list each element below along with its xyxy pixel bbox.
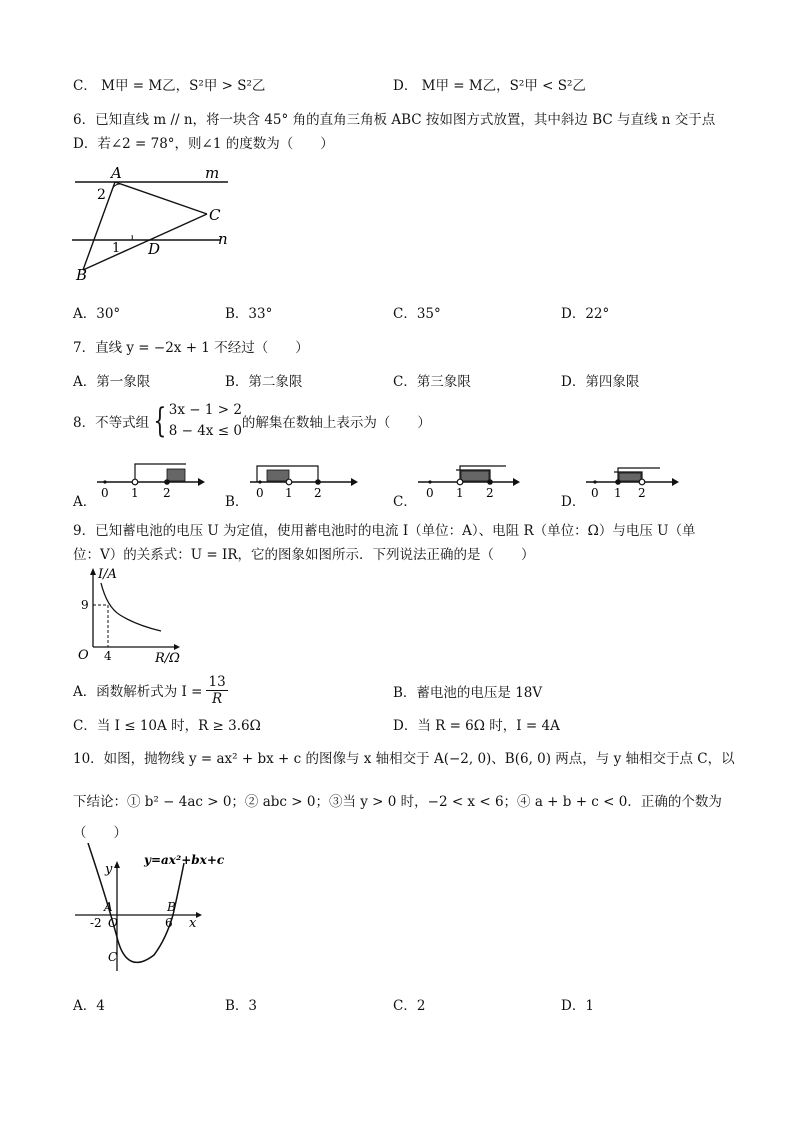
q7-option-c: C．第三象限 xyxy=(393,374,471,390)
q9-option-b: B．蓄电池的电压是 18V xyxy=(393,685,543,701)
point-c-label: C xyxy=(108,950,118,964)
origin-label: O xyxy=(108,916,118,930)
fraction xyxy=(206,674,227,707)
q10-stem-line1: 10．如图，抛物线 y = ax² + bx + c 的图像与 x 轴相交于 A(−2, 0)、B(6, 0) 两点，与 y 轴相交于点 C，以 xyxy=(73,751,735,767)
tick-2: 2 xyxy=(486,486,494,500)
point-b-label: B xyxy=(167,900,176,914)
six-tick-label: 6 xyxy=(165,916,173,930)
y-tick-label: 9 xyxy=(81,598,89,612)
q8-option-a-label: A． xyxy=(73,494,97,510)
point-b-label: B xyxy=(76,266,88,284)
q7-option-a: A．第一象限 xyxy=(73,374,151,390)
brace-symbol: { xyxy=(153,401,167,441)
q9-option-d: D．当 R = 6Ω 时，I = 4A xyxy=(393,718,560,734)
q7-option-d: D．第四象限 xyxy=(561,374,640,390)
inequality-system xyxy=(169,400,242,442)
q6-option-b: B．33° xyxy=(225,306,273,322)
option-label: C． xyxy=(73,78,97,94)
q9-stem-line1: 9．已知蓄电池的电压 U 为定值，使用蓄电池时的电流 I（单位：A）、电阻 R（单位：Ω）与电压 U（单 xyxy=(73,523,696,539)
q6-figure xyxy=(70,160,240,285)
q6-option-a: A．30° xyxy=(73,306,121,322)
q8-option-c-label: C． xyxy=(393,494,417,510)
q6-option-d: D．22° xyxy=(561,306,610,322)
parabola-equation: y=ax²+bx+c xyxy=(144,853,225,867)
tick-0: 0 xyxy=(591,486,599,500)
point-c-label: C xyxy=(209,206,221,224)
q8-number-line-c xyxy=(413,458,528,502)
origin-label: O xyxy=(78,648,89,663)
x-axis-label: R/Ω xyxy=(155,651,180,666)
q10-stem-line3: （ ） xyxy=(73,825,127,841)
q7-stem: 7．直线 y = −2x + 1 不经过（ ） xyxy=(73,340,309,356)
x-axis-label: x xyxy=(189,916,197,931)
tick-2: 2 xyxy=(163,486,171,500)
stem-suffix: 的解集在数轴上表示为（ ） xyxy=(241,415,431,431)
inequality-1: 3x − 1 > 2 xyxy=(168,402,242,418)
q10-option-a: A．4 xyxy=(73,998,105,1014)
q10-option-b: B．3 xyxy=(225,998,258,1014)
q10-option-d: D．1 xyxy=(561,998,594,1014)
q8-option-b-label: B． xyxy=(225,494,249,510)
point-d-label: D xyxy=(148,240,161,258)
tick-1: 1 xyxy=(614,486,622,500)
q8-number-line-a xyxy=(92,458,207,502)
q10-figure xyxy=(70,843,230,978)
tick-2: 2 xyxy=(638,486,646,500)
q6-stem-line2: D．若∠2 = 78°，则∠1 的度数为（ ） xyxy=(73,136,334,152)
tick-0: 0 xyxy=(101,486,109,500)
q8-option-d-label: D． xyxy=(561,494,586,510)
q9-figure xyxy=(74,565,189,667)
q10-stem-line2: 下结论：① b² − 4ac > 0；② abc > 0；③当 y > 0 时，−2 < x < 6；④ a + b + c < 0．正确的个数为 xyxy=(73,794,722,810)
q8-stem xyxy=(73,398,431,444)
point-a-label: A xyxy=(104,900,113,914)
tick-1: 1 xyxy=(456,486,464,500)
q8-number-line-d xyxy=(582,458,687,502)
fraction-numerator: 13 xyxy=(208,673,226,690)
tick-0: 0 xyxy=(426,486,434,500)
q5-option-c xyxy=(73,74,265,94)
option-text: A．函数解析式为 I = xyxy=(73,684,203,700)
line-m-label: m xyxy=(205,164,220,182)
y-axis-label: I/A xyxy=(98,567,117,582)
tick-2: 2 xyxy=(314,486,322,500)
point-a-label: A xyxy=(111,164,122,182)
line-n-label: n xyxy=(218,230,228,248)
q9-stem-line2: 位：V）的关系式：U = IR，它的图象如图所示．下列说法正确的是（ ） xyxy=(73,547,535,563)
y-axis-label: y xyxy=(105,862,113,877)
tick-1: 1 xyxy=(285,486,293,500)
option-text: M甲 = M乙，S²甲 < S²乙 xyxy=(421,78,586,94)
option-label: D． xyxy=(393,78,418,94)
angle-2-label: 2 xyxy=(97,187,106,203)
q6-option-c: C．35° xyxy=(393,306,441,322)
q9-option-c: C．当 I ≤ 10A 时，R ≥ 3.6Ω xyxy=(73,718,261,734)
tick-1: 1 xyxy=(131,486,139,500)
q8-number-line-b xyxy=(245,458,360,502)
inequality-2: 8 − 4x ≤ 0 xyxy=(168,423,242,439)
fraction-denominator: R xyxy=(211,690,223,707)
q5-option-d xyxy=(393,74,586,94)
angle-1-label: 1 xyxy=(112,241,121,256)
neg2-tick-label: -2 xyxy=(90,916,102,930)
q6-stem-line1: 6．已知直线 m // n，将一块含 45° 角的直角三角板 ABC 按如图方式放置，其中斜边 BC 与直线 n 交于点 xyxy=(73,112,716,128)
option-text: M甲 = M乙，S²甲 > S²乙 xyxy=(101,78,266,94)
q7-option-b: B．第二象限 xyxy=(225,374,303,390)
stem-prefix: 8．不等式组 xyxy=(73,415,150,431)
q9-option-a xyxy=(73,672,228,708)
q10-option-c: C．2 xyxy=(393,998,426,1014)
x-tick-label: 4 xyxy=(104,649,112,663)
tick-0: 0 xyxy=(256,486,264,500)
